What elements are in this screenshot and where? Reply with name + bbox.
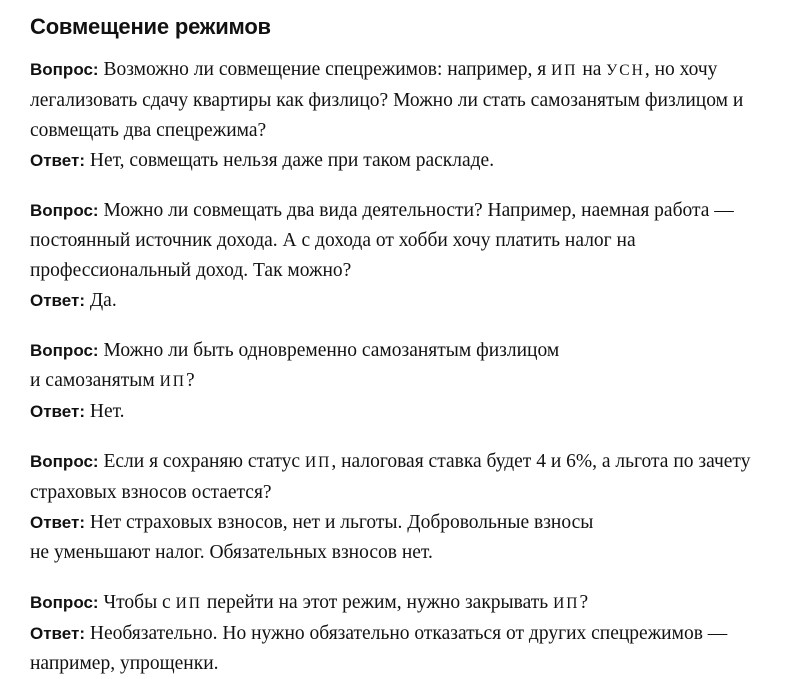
abbr-ip: ИП [553, 595, 580, 612]
question-label: Вопрос: [30, 593, 99, 612]
answer-text-line: не уменьшают налог. Обязательных взносов нет. [30, 542, 433, 563]
abbr-ip: ИП [551, 62, 578, 79]
question [30, 55, 769, 146]
abbr-ip: ИП [159, 373, 186, 390]
question [30, 447, 769, 508]
question-label: Вопрос: [30, 341, 99, 360]
question [30, 336, 769, 397]
answer [30, 146, 769, 176]
qa-item [30, 447, 769, 568]
question-label: Вопрос: [30, 201, 99, 220]
question-label: Вопрос: [30, 60, 99, 79]
answer-label: Ответ: [30, 291, 85, 310]
question-text-part: и самозанятым [30, 370, 155, 391]
answer-label: Ответ: [30, 151, 85, 170]
question-text-part: перейти на этот режим, нужно закрывать [206, 592, 549, 613]
abbr-ip: ИП [175, 595, 202, 612]
question-text-part: Если я сохраняю статус [103, 451, 301, 472]
question-label: Вопрос: [30, 452, 99, 471]
qa-item [30, 55, 769, 176]
qa-item [30, 196, 769, 316]
answer [30, 286, 769, 316]
abbr-usn: УСН [606, 62, 645, 79]
question [30, 588, 769, 619]
answer [30, 619, 769, 679]
answer-label: Ответ: [30, 624, 85, 643]
section-heading: Совмещение режимов [30, 14, 271, 39]
answer [30, 397, 769, 427]
answer-label: Ответ: [30, 402, 85, 421]
abbr-ip: ИП [304, 454, 332, 471]
answer-text: Необязательно. Но нужно обязательно отказаться от других спецрежимов — например, упрощенки. [30, 623, 728, 674]
question-text-part: Можно ли быть одновременно самозанятым физлицом [103, 340, 560, 361]
answer-text: Нет. [89, 401, 125, 422]
question-text-part: , но хочу легализовать сдачу квартиры как физлицо? Можно ли стать самозанятым физлицом и совмещать два спецрежима? [30, 59, 744, 141]
qa-item [30, 336, 769, 427]
question-text-part: Возможно ли совмещение спецрежимов: например, я [103, 59, 547, 80]
answer-text: Да. [89, 290, 117, 311]
answer-label: Ответ: [30, 513, 85, 532]
question-text-part: ? [579, 592, 589, 613]
answer-text: Нет, совмещать нельзя даже при таком раскладе. [89, 150, 495, 171]
question [30, 196, 769, 286]
question-text-part: , налоговая ставка будет 4 и 6%, а льгота по зачету страховых взносов остается? [30, 451, 751, 503]
question-text-part: Чтобы с [103, 592, 171, 613]
question-text: Можно ли совмещать два вида деятельности? Например, наемная работа — постоянный источник дохода. А с дохода от хобби хочу платить налог на профессиональный доход. Так можно? [30, 200, 734, 281]
answer-text-line: Нет страховых взносов, нет и льготы. Добровольные взносы [89, 512, 594, 533]
answer [30, 508, 769, 568]
qa-item [30, 588, 769, 679]
question-text-part: на [582, 59, 602, 80]
question-text-part: ? [185, 370, 195, 391]
